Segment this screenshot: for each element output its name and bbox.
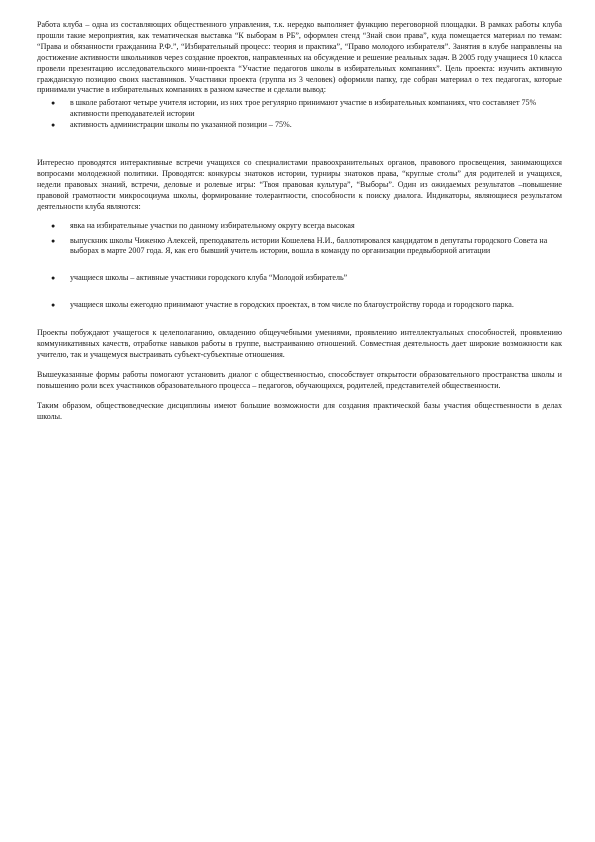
list-item-text: явка на избирательные участки по данному избирательному округу всегда высокая (70, 220, 355, 230)
paragraph-club-work: Работа клуба – одна из составляющих общественного управления, т.к. нередко выполняет функцию переговорной площадки. В рамках работы клуба прошли такие мероприятия, как тематическая выставка “К выборам в РБ”, оформлен стенд “Знай свои права”, куда помещается материал по темам: “Права и обязанности гражданина Р.Ф.”, “Избирательный процесс: теория и практика”, “Право молодого избирателя”. Занятия в клубе направлены на достижение активности школьников через создание проектов, направленных на обсуждение и решение реальных задач. В 2005 году учащиеся 10 класса провели презентацию исследовательского мини-проекта “Участие педагогов школы в избирательных компаниях”. Цель проекта: изучить активную гражданскую позицию своих наставников. Участники проекта (группа из 3 человек) оформили папку, где собран материал о тех педагогах, которые принимали участие в избирательных компаниях в разном качестве и сделали вывод: (37, 20, 562, 95)
bullet-icon: ● (51, 301, 56, 310)
list-item-text: учащиеся школы – активные участники городского клуба “Молодой избиратель” (70, 273, 348, 283)
bullet-icon: ● (51, 274, 56, 283)
bullet-icon: ● (51, 236, 56, 245)
list-item-text: учащиеся школы ежегодно принимают участие в городских проектах, в том числе по благоустройству города и городского парка. (70, 300, 514, 310)
paragraph-dialogue: Вышеуказанные формы работы помогают установить диалог с общественностью, способствует открытости образовательного пространства школы и повышению роли всех участников образовательного процесса – педагогов, обучающихся, родителей, представителей общественности. (37, 369, 562, 390)
list-item-text: выпускник школы Чиженко Алексей, преподаватель истории Кошелева Н.И., баллотировался кандидатом в депутаты городского Совета на выборах в марте 2007 года. Я, как его бывший учитель истории, вошла в команду по организации предвыборной агитации (70, 235, 548, 256)
paragraph-projects: Проекты побуждают учащегося к целеполаганию, овладению общеучебными умениями, проявлению интеллектуальных способностей, проявлению коммуникативных качеств, отработке навыков работы в группе, выстраиванию отношений. Совместная деятельность дает широкие возможности как учителю, так и учащемуся выстраивать субъект-субъектные отношения. (37, 328, 562, 359)
list-item (37, 98, 562, 120)
bullet-icon: ● (51, 99, 56, 108)
list-item (37, 300, 562, 311)
bullet-icon: ● (51, 121, 56, 130)
paragraph-conclusion: Таким образом, обществоведческие дисциплины имеют большие возможности для создания практической базы участия общественности в делах школы. (37, 400, 562, 421)
bullet-list-indicators (37, 221, 562, 312)
paragraph-interactive-meetings: Интересно проводятся интерактивные встречи учащихся со специалистами правоохранительных органов, правового просвещения, занимающихся вопросами молодежной политики. Проводятся: конкурсы знатоков истории, турниры знатоков права, “круглые столы” для родителей и учащихся, недели правовых знаний, встречи, деловые и ролевые игры: “Твоя правовая культура”, “Выборы”. Один из ожидаемых результатов –повышение правовой грамотности микросоциума школы, формирование толерантности, способности к поиску диалога. Индикаторы, являющиеся результатом деятельности клуба являются: (37, 158, 562, 211)
list-item-text: в школе работают четыре учителя истории, из них трое регулярно принимают участие в избирательных компаниях, что составляет 75% активности преподавателей истории (70, 98, 537, 119)
list-item-text: активность администрации школы по указанной позиции – 75%. (70, 120, 292, 130)
bullet-icon: ● (51, 221, 56, 230)
bullet-list-conclusions (37, 98, 562, 131)
list-item (37, 221, 562, 232)
list-item (37, 120, 562, 131)
list-item (37, 273, 562, 284)
list-item (37, 236, 562, 258)
